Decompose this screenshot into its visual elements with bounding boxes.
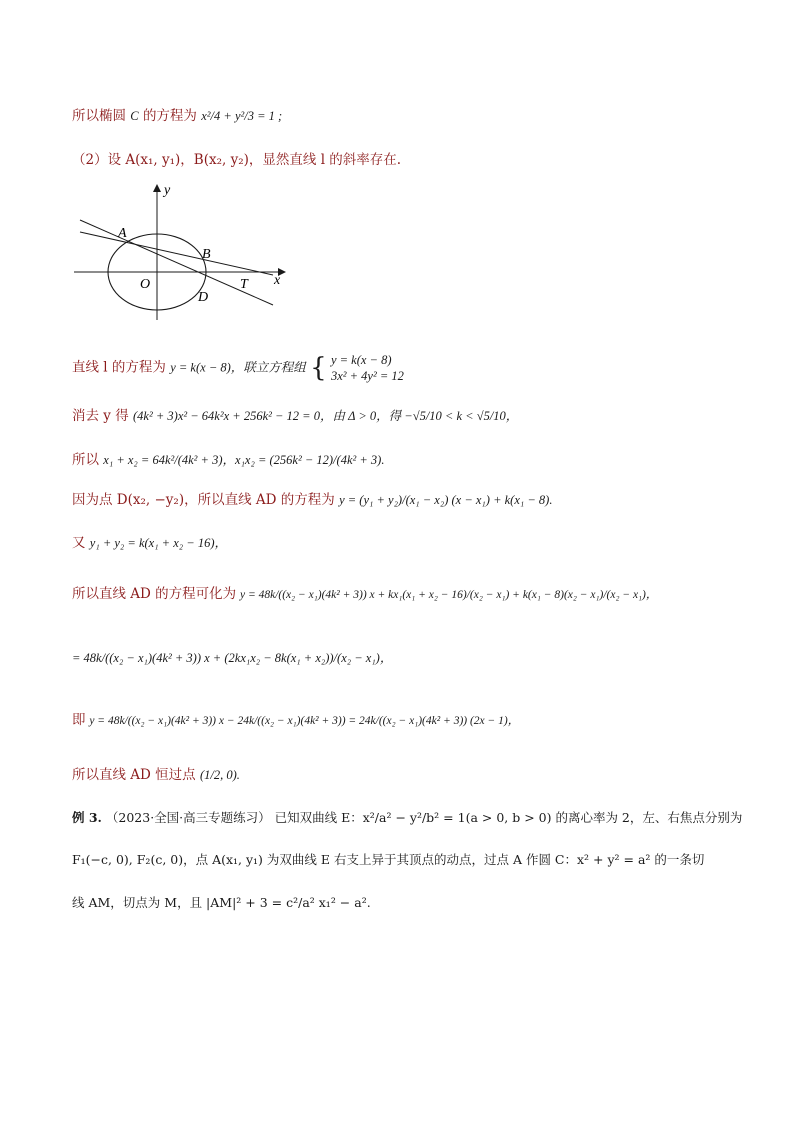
- text: 的方程为: [142, 108, 197, 124]
- ellipse-equation-line: [72, 106, 282, 126]
- equation: (1/2, 0).: [199, 768, 240, 782]
- fixed-point-line: [72, 765, 240, 785]
- label-b: B: [202, 247, 211, 262]
- text: 消去 y 得: [72, 408, 129, 424]
- label-y: y: [164, 183, 171, 198]
- equation: y = 48k/((x₂ − x₁)(4k² + 3)) x + kx₁(x₁ + x₂ − 16)/(x₂ − x₁) + k(x₁ − 8)(x₂ − x₁)/(x₂ − x₁)，: [239, 589, 658, 601]
- example-3-line-2: [72, 850, 704, 870]
- equation: x²/4 + y²/3 = 1 ;: [201, 109, 283, 123]
- y-axis-arrow: [153, 184, 161, 192]
- example-3-line-1: [72, 808, 742, 828]
- equation: y = k(x − 8)，联立方程组: [170, 360, 306, 375]
- line-ad-equation: [72, 490, 552, 510]
- system-eq-1: y = k(x − 8): [330, 353, 392, 367]
- eliminate-y-line: [72, 406, 518, 426]
- label-a: A: [118, 226, 127, 241]
- line-l: [80, 232, 273, 275]
- equation: y = 48k/((x₂ − x₁)(4k² + 3)) x − 24k/((x₂ − x₁)(4k² + 3)) = 24k/((x₂ − x₁)(4k² + 3)) (2x − 1)，: [89, 715, 520, 727]
- equation-system: [331, 352, 404, 384]
- brace: {: [310, 353, 327, 383]
- text: 又: [72, 535, 86, 551]
- label-x: x: [274, 273, 281, 288]
- text: 直线 l 的方程为: [72, 359, 166, 376]
- equation: x₁ + x₂ = 64k²/(4k² + 3)，x₁x₂ = (256k² − 12)/(4k² + 3).: [103, 453, 385, 467]
- text: 所以椭圆: [72, 108, 126, 124]
- text: 即: [72, 712, 86, 728]
- text: 已知双曲线 E：x²/a² − y²/b² = 1(a > 0, b > 0) 的离心率为 2，左、右焦点分别为: [274, 810, 743, 825]
- text: （2）设 A(x₁, y₁)，B(x₂, y₂)，显然直线 l 的斜率存在.: [72, 152, 402, 168]
- example-source: （2023·全国·高三专题练习）: [105, 810, 271, 825]
- label-d: D: [198, 290, 209, 305]
- text: F₁(−c, 0), F₂(c, 0)，点 A(x₁, y₁) 为双曲线 E 右支上异于其顶点的动点，过点 A 作圆 C：x² + y² = a² 的一条切: [72, 852, 705, 867]
- label-t: T: [240, 277, 248, 292]
- equation: = 48k/((x₂ − x₁)(4k² + 3)) x + (2kx₁x₂ − 8k(x₁ + x₂))/(x₂ − x₁)，: [72, 651, 393, 665]
- line-ad-final: [72, 710, 519, 731]
- sum-y-line: [72, 533, 227, 553]
- vieta-line: [72, 450, 384, 470]
- equation: y₁ + y₂ = k(x₁ + x₂ − 16)，: [89, 536, 227, 550]
- text: 线 AM，切点为 M，且 |AM|² + 3 = c²/a² x₁² − a².: [72, 895, 371, 910]
- example-label: 例 3.: [72, 810, 102, 825]
- part-2-setup: [72, 150, 401, 170]
- text: 所以直线 AD 的方程可化为: [72, 586, 237, 602]
- text: 所以直线 AD 恒过点: [72, 767, 196, 783]
- line-ad-simplified: [72, 584, 657, 605]
- equation: (4k² + 3)x² − 64k²x + 256k² − 12 = 0，由 Δ > 0，得 −√5/10 < k < √5/10，: [133, 409, 519, 423]
- line-ad-step2: [72, 648, 392, 668]
- example-3-line-3: [72, 893, 371, 913]
- text: 所以: [72, 452, 99, 468]
- ellipse-figure: [68, 180, 298, 320]
- symbol: C: [130, 109, 139, 123]
- system-eq-2: 3x² + 4y² = 12: [330, 369, 404, 383]
- line-l-equation: [72, 352, 404, 384]
- text: 因为点 D(x₂, −y₂)，所以直线 AD 的方程为: [72, 492, 335, 508]
- label-o: O: [140, 277, 151, 292]
- equation: y = (y₁ + y₂)/(x₁ − x₂) (x − x₁) + k(x₁ − 8).: [339, 493, 553, 507]
